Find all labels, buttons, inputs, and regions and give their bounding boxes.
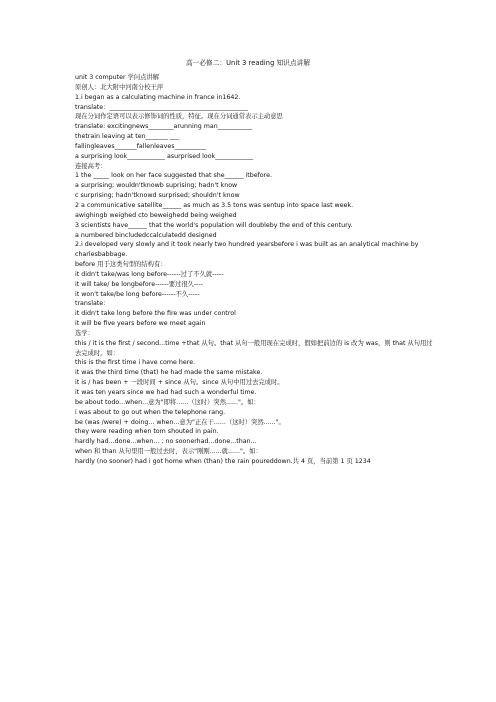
question-line: 2 a communicative satellite______ as much as 3.5 tons was sentup into space last week. — [75, 201, 354, 209]
question-line: 1 the _____ look on her face suggested that she______ itbefore. — [75, 172, 272, 180]
text-line: unit 3 computer 学问点讲解 — [75, 74, 160, 81]
text-line: translate：____________________________________________ — [75, 103, 248, 111]
text-line: it will be five years before we meet again — [75, 320, 206, 328]
text-line: 原创人：北大附中河南分校王萍 — [75, 83, 164, 91]
text-line: 1.i began as a calculating machine in france in1642. — [75, 93, 241, 101]
text-line: translate： — [75, 300, 110, 308]
text-line: when 和 than 从句里用一般过去时，表示"刚刚......就......"。如： — [75, 448, 262, 456]
text-line: it didn't take/was long before------过了不久就----- — [75, 270, 224, 278]
text-line: a surprising look____________ asurprised look____________ — [75, 152, 254, 160]
option-line: c surprising; hadn'tknowd surprised; shouldn't know — [75, 192, 240, 200]
section-heading: 选学： — [75, 329, 94, 337]
option-line: awighingb weighed cto beweighedd being weighed — [75, 211, 237, 219]
text-line: i was about to go out when the telephone rang. — [75, 408, 226, 416]
text-line: 现在分词作定语可以表示修饰词的性质，特征。现在分词通常表示主动意思 — [75, 113, 283, 121]
section-heading: 连接高考： — [75, 162, 107, 170]
text-line: fallingleaves_______fallenleaves__________ — [75, 142, 207, 150]
text-line: thetrain leaving at ten_______ ___ — [75, 133, 180, 141]
text-line: be about todo...when...意为"即将......（这时）突然......"。如： — [75, 398, 260, 406]
option-line: a numbered bincludedccalculatedd designed — [75, 231, 217, 239]
text-line: it was the third time (that) he had made the same mistake. — [75, 369, 263, 377]
text-line: it didn't take long before the fire was under control — [75, 310, 236, 318]
text-line: translate: excitingnews________arunning man___________ — [75, 123, 253, 131]
text-line: this is the first time i have come here. — [75, 359, 196, 367]
option-line: a surprising; wouldn'tknowb suprising; hadn't know — [75, 182, 238, 190]
question-line: 3 scientists have______ that the world's population will doubleby the end of this century. — [75, 221, 353, 229]
document-body — [75, 73, 433, 467]
text-line: 2.i developed very slowly and it took nearly two hundred yearsbefore i was built as an analytical machine by charlesbabbage. — [75, 241, 419, 259]
text-line: it was ten years since we had had such a wonderful time. — [75, 389, 257, 396]
text-line: it will take/ be longbefore------要过很久---- — [75, 280, 204, 288]
text-line: they were reading when tom shouted in pain. — [75, 428, 219, 436]
text-line: it won't take/be long before------不久----- — [75, 290, 200, 298]
text-line: before 用于这类句型的结构有： — [75, 261, 167, 269]
text-line: hardly (no sooner) had i got home when (than) the rain poureddown.共 4 页，当前第 1 页 1234 — [75, 457, 371, 465]
text-line: it is / has been + 一段时间 + since 从句。since 从句中用过去完成时。 — [75, 379, 284, 387]
document-title: 高一必修二：Unit 3 reading 知识点讲解 — [185, 59, 311, 67]
text-line: be (was /were) + doing... when...意为"正在干......（这时）突然......"。 — [75, 418, 285, 426]
text-line: hardly had...done...when... ; no soonerhad...done...than... — [75, 438, 257, 446]
text-line: this / it is the first / second...time +that 从句。that 从句一般用现在完成时，假如把前边的 is 改为 was，则 that 从句用过去完成时。如： — [75, 339, 433, 357]
